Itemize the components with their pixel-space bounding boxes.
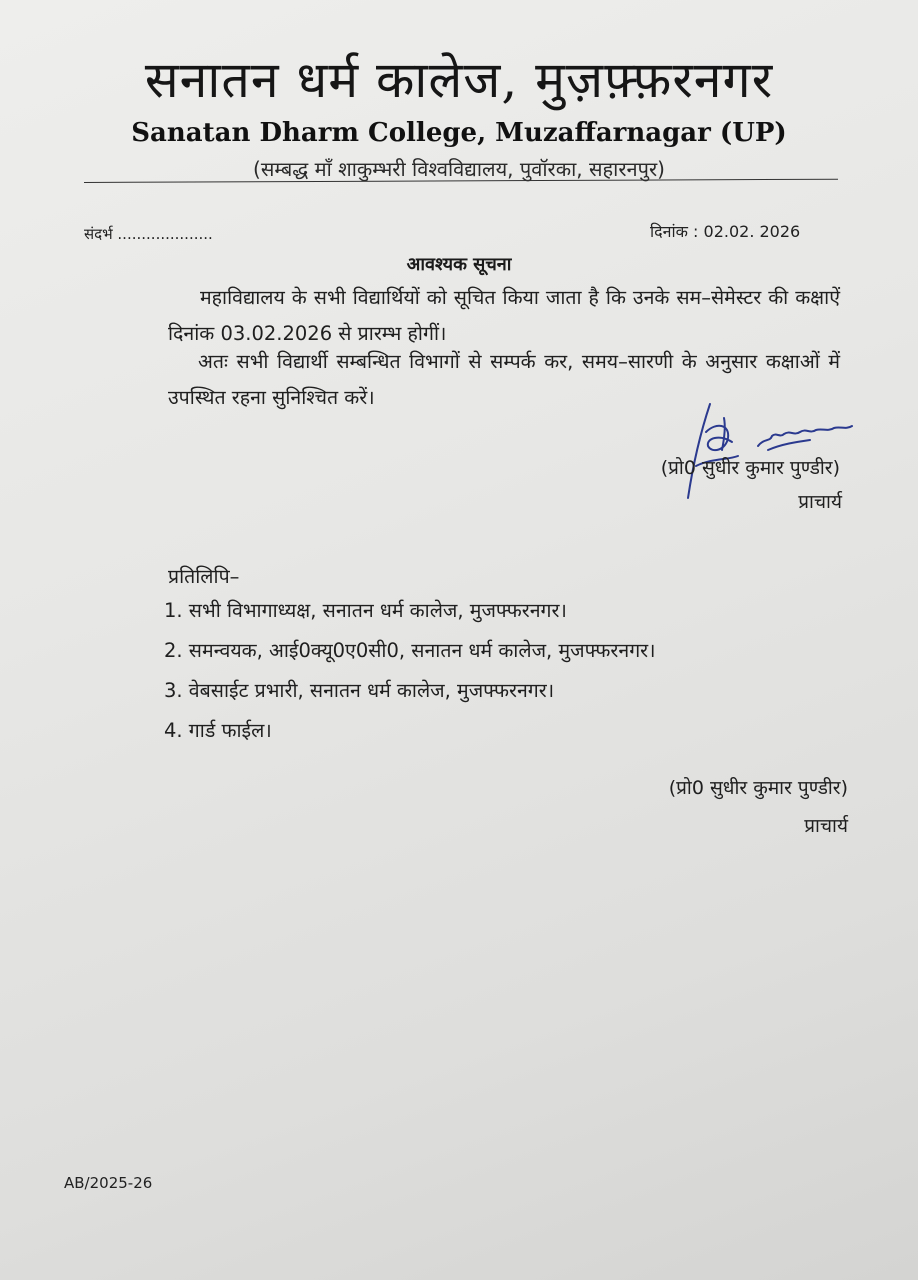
copy-to-item: 3. वेबसाईट प्रभारी, सनातन धर्म कालेज, मुजफ्फरनगर। [164, 679, 555, 702]
copy-to-list [164, 594, 656, 754]
copy-to-item: 1. सभी विभागाध्यक्ष, सनातन धर्म कालेज, मुजफ्फरनगर। [164, 599, 567, 622]
copy-to-item: 4. गार्ड फाईल। [164, 719, 272, 742]
notice-paragraph-2: अतः सभी विद्यार्थी सम्बन्धित विभागों से सम्पर्क कर, समय–सारणी के अनुसार कक्षाओं में उपस्थित रहना सुनिश्चित करें। [168, 350, 840, 409]
college-name-hindi: सनातन धर्म कालेज, मुज़फ़्फ़रनगर [144, 51, 774, 109]
copy-to-label: प्रतिलिपि– [168, 565, 240, 588]
signatory-name-2: (प्रो0 सुधीर कुमार पुण्डीर) [668, 777, 848, 799]
notice-date: दिनांक : 02.02. 2026 [650, 222, 801, 241]
signatory-title-1: प्राचार्य [798, 491, 842, 513]
signatory-title-2: प्राचार्य [804, 815, 848, 837]
affiliation-line: (सम्बद्ध माँ शाकुम्भरी विश्वविद्यालय, पुवॉरका, सहारनपुर) [253, 157, 665, 181]
signatory-name-1: (प्रो0 सुधीर कुमार पुण्डीर) [660, 457, 840, 479]
copy-to-item: 2. समन्वयक, आई0क्यू0ए0सी0, सनातन धर्म कालेज, मुजफ्फरनगर। [164, 639, 656, 662]
reference-field: संदर्भ .................... [84, 225, 213, 243]
notice-paragraph-1: महाविद्यालय के सभी विद्यार्थियों को सूचित किया जाता है कि उनके सम–सेमेस्टर की कक्षाऐं दिनांक 03.02.2026 से प्रारम्भ होगीं। [168, 286, 840, 345]
notice-heading: आवश्यक सूचना [406, 254, 512, 275]
college-name-english: Sanatan Dharm College, Muzaffarnagar (UP) [131, 118, 787, 148]
file-code: AB/2025-26 [64, 1174, 153, 1192]
